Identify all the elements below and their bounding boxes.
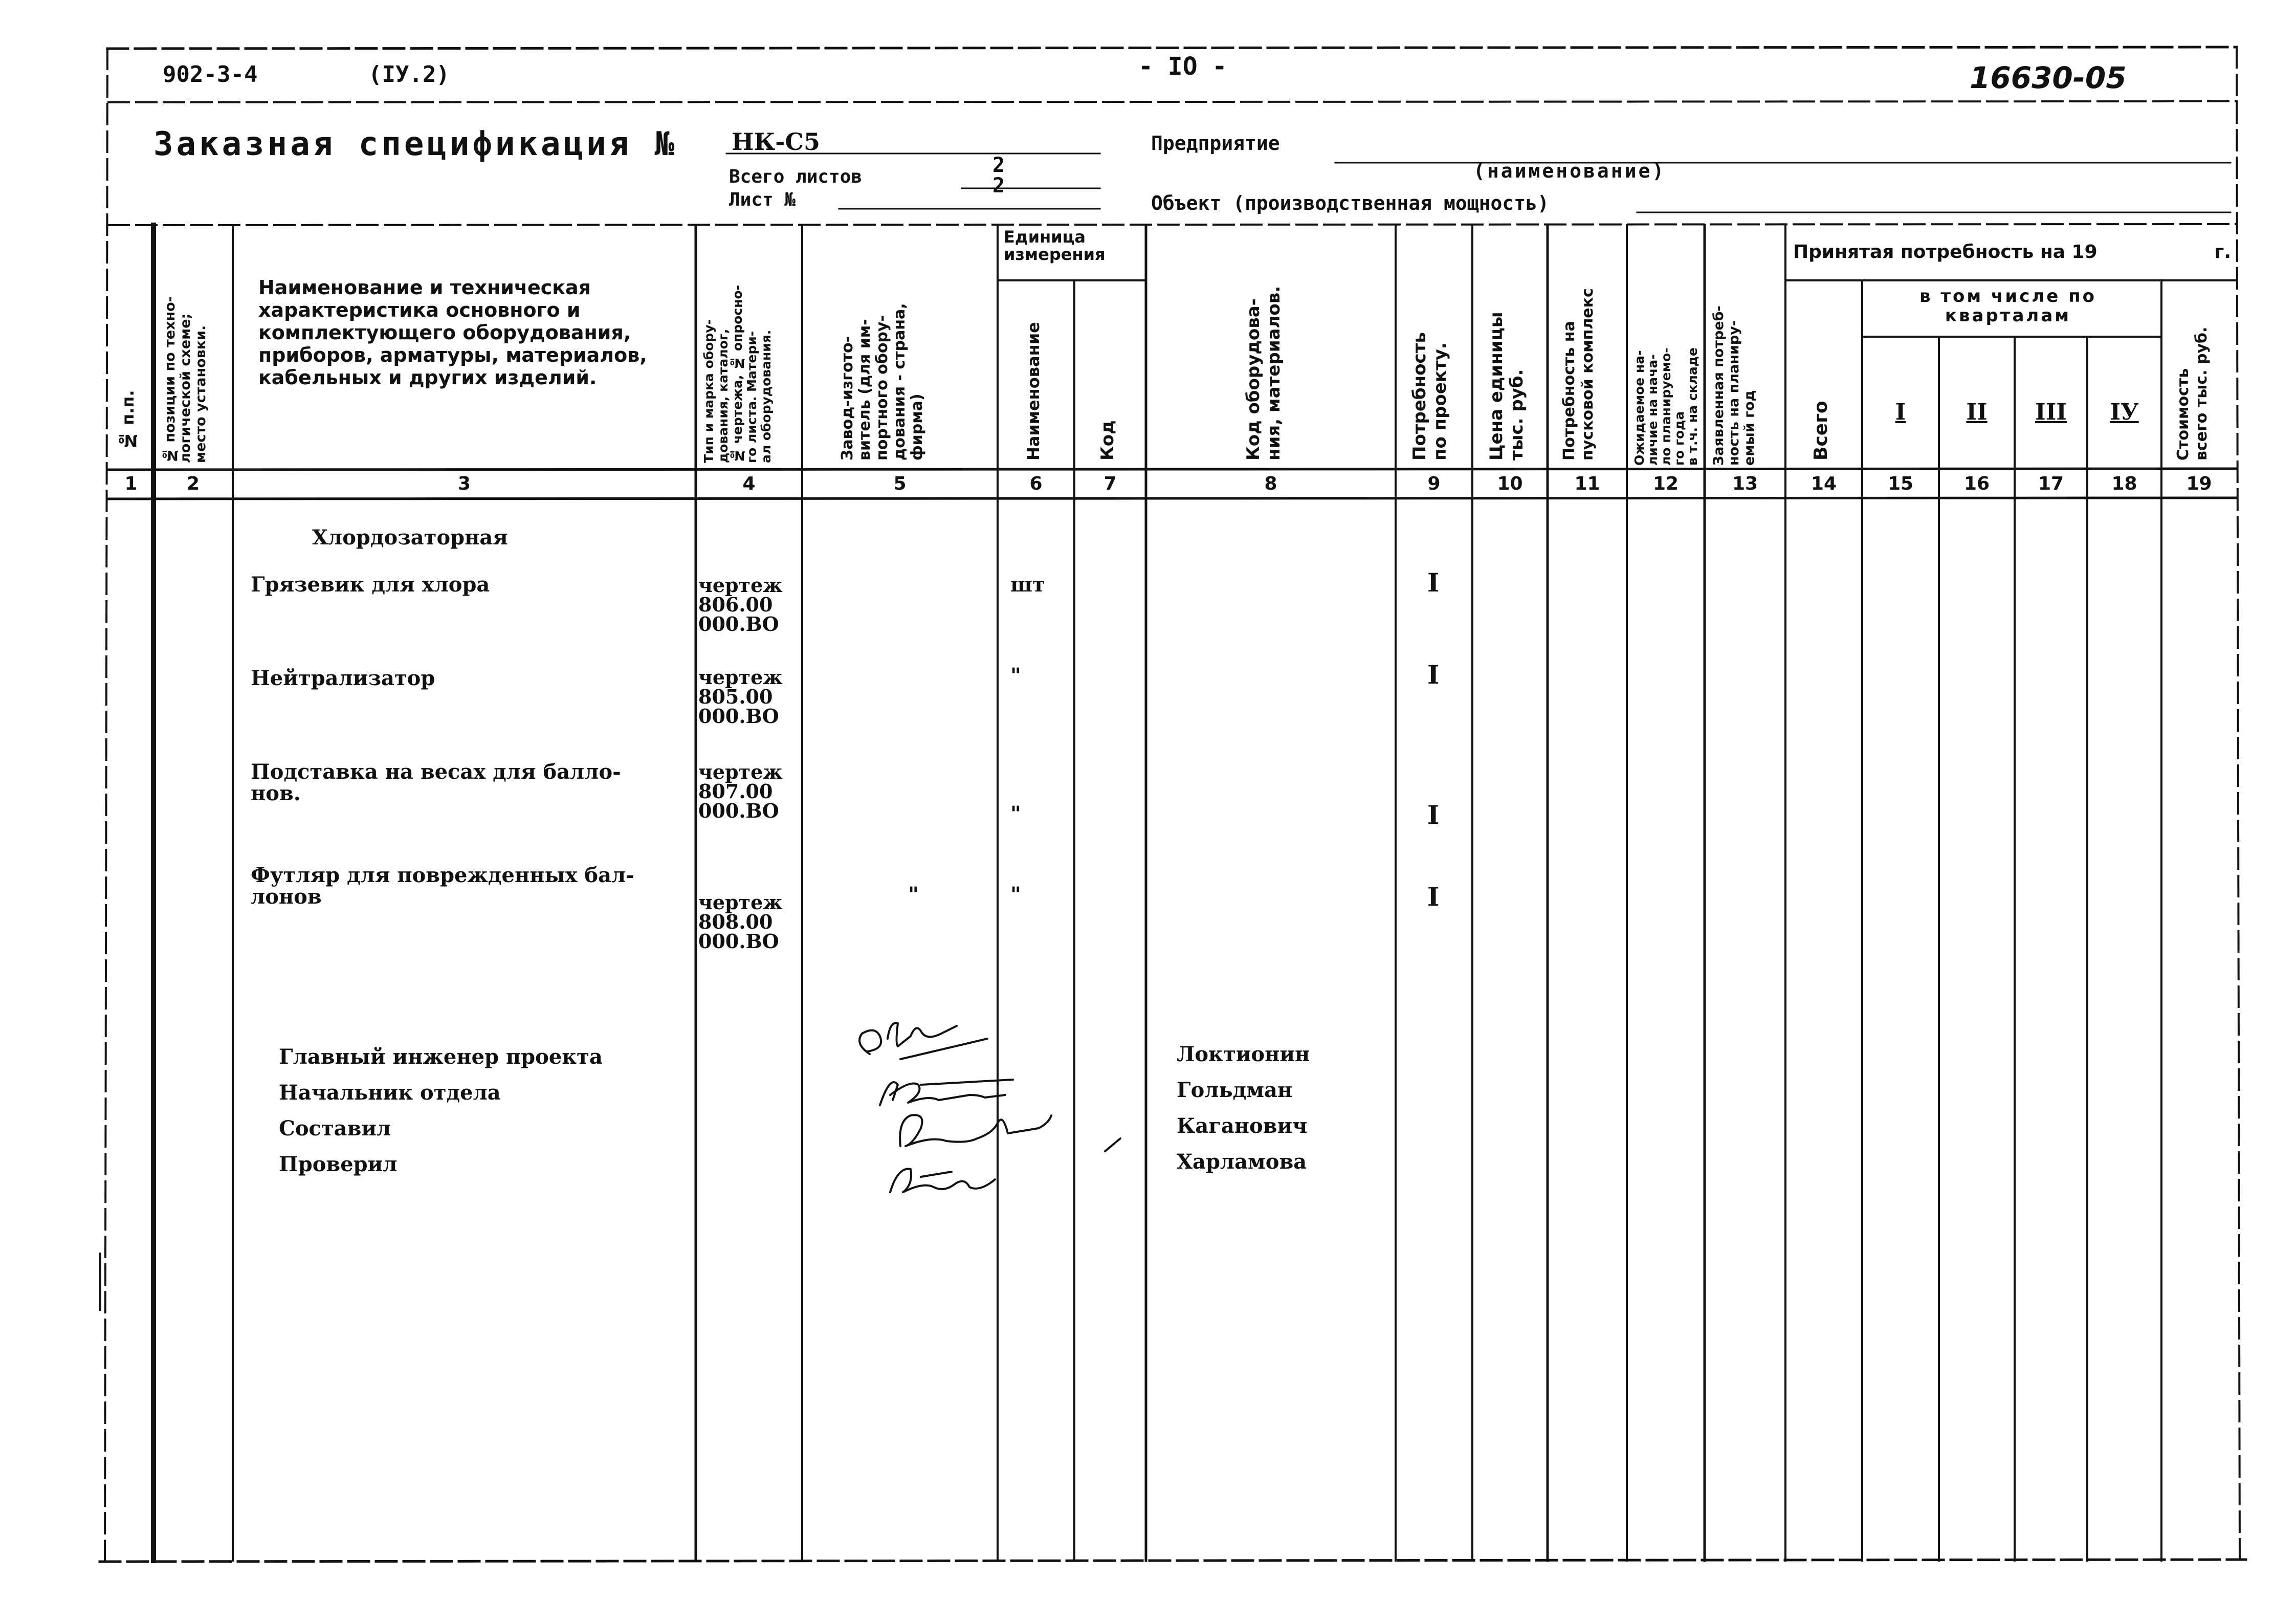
row-4-type: чертеж 808.00 000.ВО bbox=[698, 891, 783, 953]
row-3-qty: I bbox=[1427, 800, 1440, 830]
enterprise-hint: (наименование) bbox=[1473, 160, 1666, 182]
col-6-7-group-header: Единица измерения bbox=[1004, 227, 1106, 264]
col-number-12: 12 bbox=[1652, 473, 1679, 494]
col-number-11: 11 bbox=[1574, 473, 1600, 494]
accepted-group-label: Принятая потребность на 19 bbox=[1793, 242, 2098, 262]
col-8-header: Код оборудова- ния, материалов. bbox=[1243, 286, 1284, 460]
col-number-3: 3 bbox=[457, 473, 471, 494]
col-4-header: Тип и марка обору- дования, каталог, № чертежа, № опросно- го листа. Матери- ал оборудования. bbox=[701, 285, 774, 463]
col-13-header: Заявленная потреб- ность на планиру- емый год bbox=[1711, 305, 1757, 466]
signature-role-4: Проверил bbox=[279, 1152, 398, 1176]
col-12-header: Ожидаемое на- личие на нача- ло планируемо- го года в т.ч. на складе bbox=[1632, 347, 1700, 466]
sheets-total: 2 bbox=[992, 153, 1005, 177]
col-number-8: 8 bbox=[1264, 473, 1277, 494]
row-3-type: чертеж 807.00 000.ВО bbox=[698, 760, 783, 822]
row-4-qty: I bbox=[1427, 882, 1440, 912]
sheet-number-label: Лист № bbox=[729, 189, 796, 210]
signature-role-1: Главный инженер проекта bbox=[279, 1045, 603, 1069]
signature-name-4: Харламова bbox=[1177, 1150, 1307, 1174]
col-7-header: Код bbox=[1097, 420, 1118, 460]
col-14-header: Всего bbox=[1811, 401, 1831, 460]
inventory-number: 16630-05 bbox=[1970, 60, 2127, 95]
signature-role-2: Начальник отдела bbox=[279, 1081, 501, 1105]
sheets-total-label: Всего листов bbox=[729, 166, 863, 187]
signature-name-2: Гольдман bbox=[1177, 1078, 1293, 1102]
col-17-header: III bbox=[2035, 399, 2067, 425]
row-2-name: Нейтрализатор bbox=[251, 666, 435, 690]
row-2-type: чертеж 805.00 000.ВО bbox=[698, 666, 783, 728]
album-number: (IУ.2) bbox=[368, 61, 450, 87]
col-number-9: 9 bbox=[1427, 473, 1441, 494]
col-number-1: 1 bbox=[124, 473, 138, 494]
col-number-16: 16 bbox=[1963, 473, 1990, 494]
col-10-header: Цена единицы тыс. руб. bbox=[1486, 312, 1527, 460]
row-4-maker: " bbox=[908, 883, 919, 907]
row-1-unit: шт bbox=[1010, 573, 1045, 597]
page-number: - IO - bbox=[1138, 52, 1227, 81]
sheet-number: 2 bbox=[992, 174, 1005, 198]
col-number-15: 15 bbox=[1887, 473, 1914, 494]
col-number-4: 4 bbox=[742, 473, 756, 494]
col-1-header: № п.п. bbox=[118, 390, 138, 450]
col-15-header: I bbox=[1895, 399, 1906, 425]
col-16-header: II bbox=[1966, 399, 1988, 425]
row-3-name: Подставка на весах для балло- нов. bbox=[251, 760, 621, 805]
col-11-header: Потребность на пусковой комплекс bbox=[1560, 288, 1597, 460]
signature-role-3: Составил bbox=[279, 1116, 391, 1141]
col-number-17: 17 bbox=[2038, 473, 2064, 494]
col-number-18: 18 bbox=[2111, 473, 2137, 494]
section-title: Хлордозаторная bbox=[312, 525, 508, 550]
spec-title: Заказная спецификация № bbox=[153, 125, 678, 163]
row-3-unit: " bbox=[1010, 802, 1021, 826]
col-number-19: 19 bbox=[2186, 473, 2212, 494]
col-number-14: 14 bbox=[1811, 473, 1837, 494]
col-number-13: 13 bbox=[1732, 473, 1758, 494]
enterprise-label: Предприятие bbox=[1151, 132, 1280, 155]
col-5-header: Завод-изгото- витель (для им- портного обору- дования - страна, фирма) bbox=[838, 303, 926, 460]
accepted-year-suffix: г. bbox=[2214, 242, 2231, 262]
object-label: Объект (производственная мощность) bbox=[1151, 192, 1549, 214]
col-number-7: 7 bbox=[1103, 473, 1117, 494]
col-9-header: Потребность по проекту. bbox=[1409, 332, 1450, 460]
col-number-10: 10 bbox=[1497, 473, 1523, 494]
col-number-2: 2 bbox=[186, 473, 200, 494]
col-19-header: Стоимость всего тыс. руб. bbox=[2174, 326, 2211, 460]
row-1-name: Грязевик для хлора bbox=[251, 573, 490, 597]
row-2-unit: " bbox=[1010, 664, 1021, 688]
row-4-unit: " bbox=[1010, 883, 1021, 907]
row-1-type: чертеж 806.00 000.ВО bbox=[698, 574, 783, 635]
row-2-qty: I bbox=[1427, 660, 1440, 690]
project-code: 902-3-4 bbox=[163, 61, 258, 87]
spec-number: НК-С5 bbox=[732, 128, 821, 156]
col-2-header: № позиции по техно- логической схеме; место установки. bbox=[162, 296, 209, 463]
row-4-name: Футляр для поврежденных бал- лонов bbox=[251, 863, 634, 909]
signature-name-3: Каганович bbox=[1177, 1114, 1308, 1138]
col-6-header: Наименование bbox=[1024, 322, 1043, 460]
row-1-qty: I bbox=[1427, 567, 1440, 598]
col-number-5: 5 bbox=[893, 473, 907, 494]
signature-name-1: Локтионин bbox=[1177, 1042, 1310, 1066]
col-3-header: Наименование и техническая характеристика основного и комплектующего оборудования, приборов, арматуры, материалов, кабельных и других изделий. bbox=[258, 276, 647, 389]
quarters-group-header: в том числе по кварталам bbox=[1919, 286, 2096, 326]
col-18-header: IУ bbox=[2110, 399, 2139, 425]
col-number-6: 6 bbox=[1029, 473, 1043, 494]
